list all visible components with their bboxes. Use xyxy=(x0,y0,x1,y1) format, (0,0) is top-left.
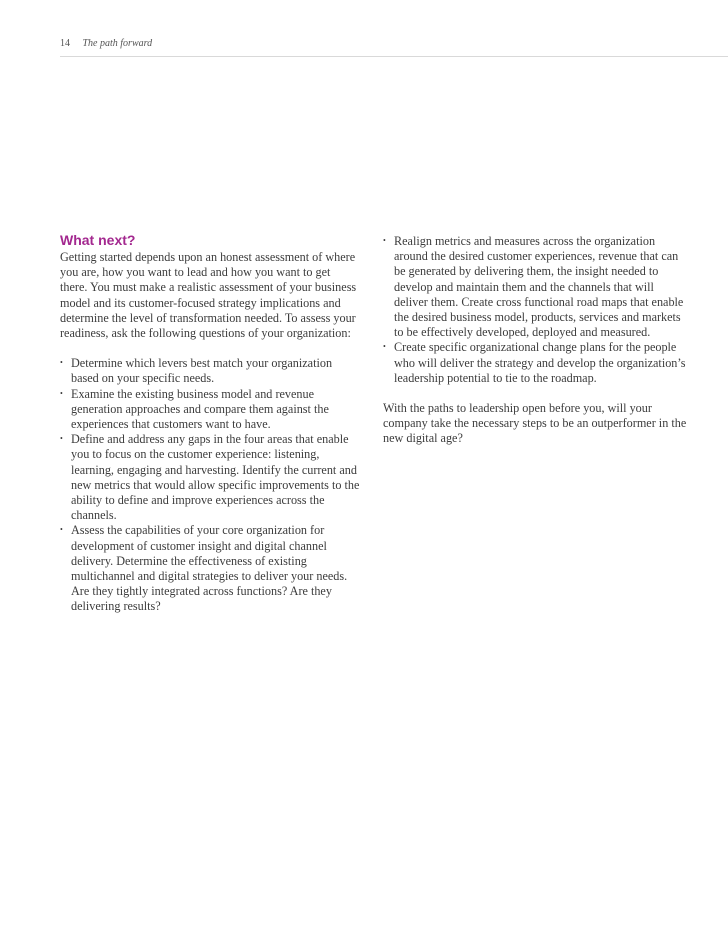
question-list xyxy=(60,356,360,614)
list-item-text: Define and address any gaps in the four areas that enable you to focus on the customer experience: listening, learning, engaging and harvesting. Identify the current and new metrics that would allow specific improvements to the ability to define and improve experiences across the channels. xyxy=(71,432,360,523)
page-header xyxy=(60,38,728,57)
action-list xyxy=(383,234,688,386)
intro-paragraph: Getting started depends upon an honest assessment of where you are, how you want to lead and how you want to get there. You must make a realistic assessment of your business model and its customer-focused strategy implications and determine the level of transformation needed. To assess your readiness, ask the following questions of your organization: xyxy=(60,250,357,341)
right-column xyxy=(383,234,688,447)
bullet-icon: • xyxy=(60,525,63,535)
list-item xyxy=(60,523,360,614)
list-item xyxy=(60,432,360,523)
closing-paragraph: With the paths to leadership open before you, will your company take the necessary steps to be an outperformer in the new digital age? xyxy=(383,401,687,446)
list-item-text: Realign metrics and measures across the organization around the desired customer experiences, revenue that can be generated by delivering them, the insight needed to develop and maintain them and the channels that will deliver them. Create cross functional road maps that enable the desired business model, products, services and markets to be effectively developed, deployed and measured. xyxy=(394,234,684,340)
bullet-icon: • xyxy=(383,342,386,352)
list-item xyxy=(383,234,688,340)
section-heading: What next? xyxy=(60,232,136,248)
section-title: The path forward xyxy=(82,38,153,49)
list-item-text: Determine which levers best match your organization based on your specific needs. xyxy=(71,356,333,386)
list-item xyxy=(60,387,360,433)
list-item-text: Create specific organizational change plans for the people who will deliver the strategy and develop the organization’s leadership potential to tie to the roadmap. xyxy=(394,340,686,385)
list-item-text: Examine the existing business model and revenue generation approaches and compare them against the experiences that customers want to have. xyxy=(71,386,329,432)
list-item xyxy=(60,356,360,386)
list-item xyxy=(383,340,688,386)
bullet-icon: • xyxy=(383,236,386,245)
bullet-icon: • xyxy=(60,358,63,368)
left-column xyxy=(60,232,360,615)
page-number: 14 xyxy=(60,38,70,49)
list-item-text: Assess the capabilities of your core organization for development of customer insight and digital channel delivery. Determine the effectiveness of existing multichannel and digital strategies to deliver your needs. Are they tightly integrated across functions? Are they delivering results? xyxy=(71,523,348,614)
bullet-icon: • xyxy=(60,388,63,398)
bullet-icon: • xyxy=(60,434,63,444)
